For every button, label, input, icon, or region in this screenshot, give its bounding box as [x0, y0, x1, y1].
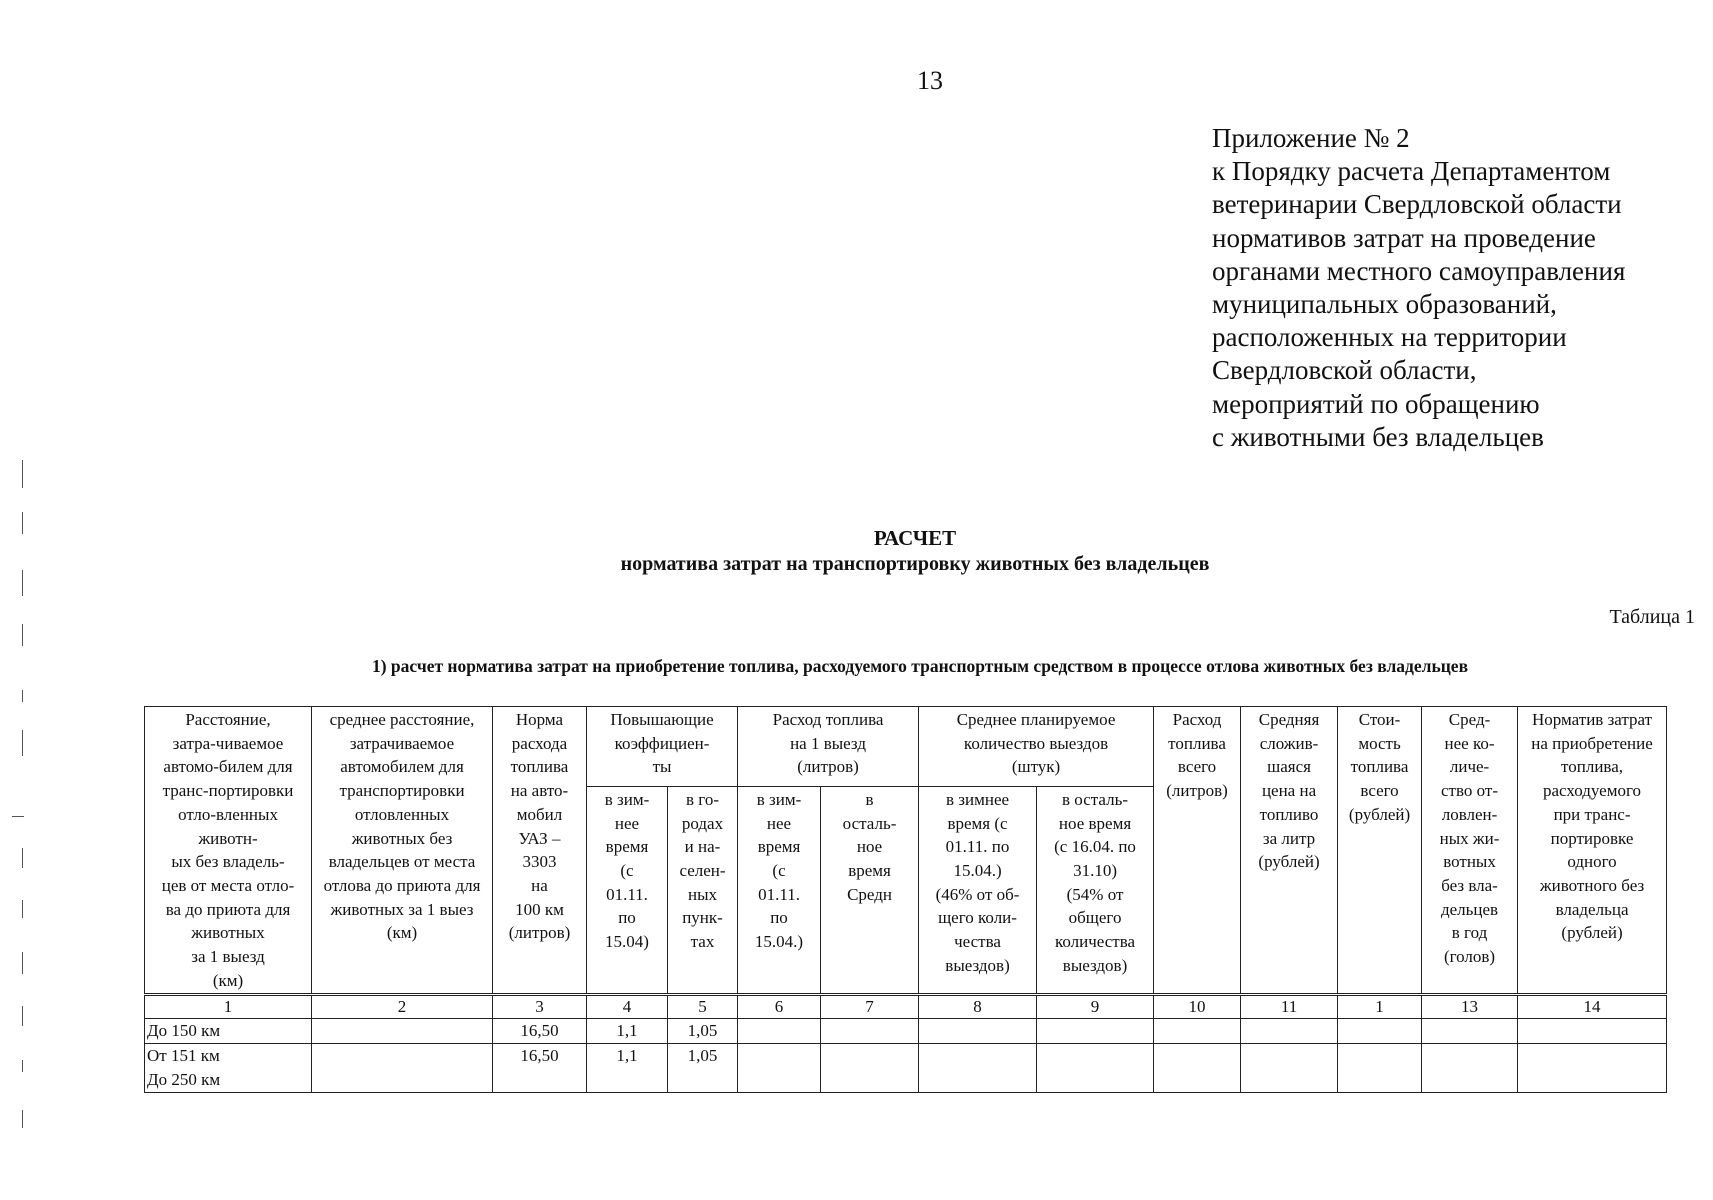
cell-line: ты	[652, 757, 672, 777]
cell-line: животн-	[198, 828, 258, 848]
appendix-line: к Порядку расчета Департаментом	[1212, 156, 1611, 187]
cell-line: ловлен-	[1441, 804, 1498, 824]
cell-line: родах	[681, 813, 724, 833]
empty-cell	[919, 1019, 1037, 1044]
cell-line: без вла-	[1441, 875, 1498, 895]
cell-line: (рублей)	[1561, 923, 1623, 943]
table-row	[145, 1044, 1667, 1093]
header-coefficients	[587, 707, 738, 787]
cell-line: (литров)	[1166, 781, 1228, 801]
cell-line: (штук)	[1011, 757, 1061, 777]
column-number: 9	[1037, 995, 1154, 1019]
appendix-line: расположенных на территории	[1212, 322, 1567, 353]
header-avg-count	[1422, 707, 1518, 995]
cell-line: время (с	[947, 813, 1008, 833]
empty-cell	[1241, 1019, 1338, 1044]
cell-line: затрачиваемое	[349, 733, 455, 753]
cell-line: (литров)	[508, 923, 571, 943]
cell-line: среднее расстояние,	[329, 710, 475, 729]
header-fuel-norm	[493, 707, 587, 995]
cell-line: коэффициен-	[614, 733, 710, 753]
cell-line: топлива	[1350, 757, 1409, 777]
cell-line: ство от-	[1441, 781, 1499, 801]
cell-line: транспортировки	[339, 781, 465, 801]
header-trips-winter	[919, 786, 1037, 995]
table-label: Таблица 1	[1609, 606, 1695, 628]
cell-line: (с 16.04. по	[1054, 837, 1136, 857]
cell-line: Средняя	[1258, 710, 1320, 729]
empty-cell	[1154, 1044, 1241, 1093]
table-row	[145, 1019, 1667, 1044]
cell-line: отлова до приюта для	[323, 875, 481, 895]
header-avg-distance	[312, 707, 493, 995]
cell-line: тах	[690, 932, 715, 952]
margin-mark	[22, 1006, 23, 1026]
cell-line: щего коли-	[938, 908, 1017, 928]
cell-line: личе-	[1449, 757, 1490, 777]
column-number: 3	[493, 995, 587, 1019]
cell-line: ное время	[1058, 813, 1132, 833]
margin-mark	[22, 570, 23, 596]
margin-mark	[22, 1060, 23, 1072]
cell-line: ное	[856, 837, 883, 857]
cell-line: (литров)	[797, 757, 859, 777]
cell-line: в год	[1451, 923, 1488, 943]
header-trips-other	[1037, 786, 1154, 995]
cell-line: автомо-билем для	[163, 757, 293, 777]
column-number: 7	[821, 995, 919, 1019]
appendix-line: органами местного самоуправления	[1212, 255, 1626, 286]
cell-line: количества	[1054, 932, 1136, 952]
cell-line: расходуемого	[1543, 781, 1642, 801]
cell-line: 100 км	[515, 899, 564, 919]
row-coef-winter: 1,1	[587, 1019, 668, 1044]
column-number: 6	[738, 995, 821, 1019]
header-fuel-cost	[1338, 707, 1422, 995]
cell-line: (46% от об-	[935, 884, 1020, 904]
cell-line: 31.10)	[1073, 860, 1117, 880]
header-distance	[145, 707, 312, 995]
cell-line: пунк-	[682, 908, 723, 928]
cell-line: (с	[620, 860, 634, 880]
cell-line: всего	[1177, 757, 1217, 777]
column-number: 14	[1518, 995, 1667, 1019]
margin-mark	[22, 690, 23, 702]
margin-mark	[22, 900, 23, 918]
cell-line: Расстояние,	[185, 710, 271, 729]
cell-line: 15.04)	[605, 932, 649, 952]
margin-mark	[22, 1110, 23, 1128]
cell-line: нее	[766, 813, 792, 833]
cell-line: владельца	[1555, 899, 1629, 919]
row-avg-distance	[312, 1044, 493, 1093]
row-distance	[145, 1044, 312, 1093]
header-fuel-winter	[738, 786, 821, 995]
empty-cell	[738, 1019, 821, 1044]
cell-line: расхода	[511, 733, 568, 753]
cell-line: чества	[954, 932, 1001, 952]
page-number: 13	[917, 66, 943, 95]
empty-cell	[1422, 1019, 1518, 1044]
binding-margin-marks	[18, 460, 28, 1180]
cell-line: Норма	[515, 710, 564, 729]
cell-line: топлива,	[1561, 757, 1624, 777]
column-number: 4	[587, 995, 668, 1019]
appendix-line: Свердловской области,	[1212, 355, 1477, 386]
cell-line: и на-	[684, 837, 721, 857]
row-fuel-norm: 16,50	[493, 1019, 587, 1044]
column-number: 8	[919, 995, 1037, 1019]
cell-line: на	[531, 875, 548, 895]
cell-line: мобил	[516, 804, 563, 824]
row-distance	[145, 1019, 312, 1044]
margin-mark	[22, 730, 23, 756]
header-fuel-other	[821, 786, 919, 995]
empty-cell	[821, 1044, 919, 1093]
cell-line: УАЗ –	[518, 828, 561, 848]
empty-cell	[1154, 1019, 1241, 1044]
margin-tick	[12, 816, 24, 817]
cell-line: одного	[1567, 852, 1617, 872]
appendix-line: нормативов затрат на проведение	[1212, 222, 1596, 253]
cell-line: Среднее планируемое	[956, 710, 1116, 729]
header-coef-winter	[587, 786, 668, 995]
cell-line: животных без	[351, 828, 453, 848]
column-number: 10	[1154, 995, 1241, 1019]
row-coef-cities: 1,05	[668, 1019, 738, 1044]
header-fuel-per-trip	[738, 707, 919, 787]
margin-mark	[22, 848, 23, 868]
cell-line: 01.11.	[606, 884, 648, 904]
empty-cell	[1518, 1019, 1667, 1044]
cell-line: (км)	[386, 923, 418, 943]
margin-mark	[22, 952, 23, 974]
cell-line: выездов)	[1062, 955, 1128, 975]
cell-line: шаяся	[1267, 757, 1311, 777]
appendix-line: муниципальных образований,	[1212, 289, 1557, 320]
column-number: 1	[1338, 995, 1422, 1019]
cell-line: До 150 км	[147, 1021, 221, 1041]
cell-line: (54% от	[1066, 884, 1124, 904]
cell-line: дельцев	[1440, 899, 1499, 919]
cell-line: (голов)	[1443, 947, 1496, 967]
cell-line: сложив-	[1259, 733, 1319, 753]
cell-line: Средн	[847, 884, 892, 904]
cell-line: 3303	[522, 852, 557, 872]
cell-line: за литр	[1262, 828, 1316, 848]
cell-line: (рублей)	[1258, 852, 1320, 872]
cell-line: на 1 выезд	[790, 733, 866, 753]
cell-line: (рублей)	[1348, 804, 1411, 824]
cell-line: в го-	[686, 789, 719, 809]
appendix-line: ветеринарии Свердловской области	[1212, 189, 1622, 220]
appendix-line: с животными без владельцев	[1212, 421, 1544, 452]
cell-line: портировке	[1550, 828, 1634, 848]
cell-line: в зимнее	[946, 789, 1010, 809]
header-coef-cities	[668, 786, 738, 995]
row-coef-cities: 1,05	[668, 1044, 738, 1093]
cell-line: селен-	[679, 860, 726, 880]
document-title: РАСЧЕТ	[873, 526, 957, 550]
cell-line: топливо	[1259, 804, 1319, 824]
cell-line: животных за 1 выез	[330, 899, 474, 919]
margin-mark	[22, 624, 23, 646]
cell-line: топлива	[510, 757, 569, 777]
column-number: 13	[1422, 995, 1518, 1019]
header-total-fuel	[1154, 707, 1241, 995]
fuel-calculation-table	[144, 706, 1667, 1093]
cell-line: в	[865, 789, 874, 809]
cell-line: на авто-	[510, 781, 569, 801]
cell-line: в зим-	[604, 789, 650, 809]
cell-line: выездов)	[945, 955, 1010, 975]
cell-line: 01.11. по	[945, 837, 1010, 857]
cell-line: цев от места отло-	[161, 875, 295, 895]
empty-cell	[821, 1019, 919, 1044]
cell-line: (км)	[212, 970, 244, 990]
empty-cell	[1037, 1044, 1154, 1093]
cell-line: животного без	[1539, 875, 1645, 895]
cell-line: вотных	[1443, 852, 1496, 872]
cell-line: отло-вленных	[178, 804, 278, 824]
cell-line: затра-чиваемое	[172, 733, 284, 753]
cell-line: время	[605, 837, 649, 857]
cell-line: До 250 км	[147, 1070, 221, 1090]
column-number: 2	[312, 995, 493, 1019]
header-row	[145, 707, 1667, 787]
cell-line: Повышающие	[610, 710, 714, 729]
cell-line: (с	[772, 860, 786, 880]
cell-line: мость	[1358, 733, 1401, 753]
column-number: 5	[668, 995, 738, 1019]
cell-line: время	[848, 860, 891, 880]
cell-line: осталь-	[842, 813, 897, 833]
appendix-line: мероприятий по обращению	[1212, 388, 1540, 419]
header-norm	[1518, 707, 1667, 995]
cell-line: ных жи-	[1439, 828, 1500, 848]
margin-mark	[22, 512, 23, 534]
cell-line: по	[618, 908, 636, 928]
column-number-row	[145, 995, 1667, 1019]
cell-line: владельцев от места	[328, 852, 476, 872]
cell-line: ва до приюта для	[165, 899, 291, 919]
empty-cell	[1338, 1044, 1422, 1093]
header-avg-trips	[919, 707, 1154, 787]
cell-line: Расход топлива	[772, 710, 884, 729]
cell-line: Расход	[1172, 710, 1222, 729]
section-caption: 1) расчет норматива затрат на приобретение топлива, расходуемого транспортным средством в процессе отлова животных без владельцев	[371, 656, 1469, 676]
cell-line: топлива	[1168, 733, 1226, 753]
empty-cell	[1338, 1019, 1422, 1044]
cell-line: всего	[1360, 781, 1399, 801]
appendix-line: Приложение № 2	[1212, 123, 1410, 153]
cell-line: на приобретение	[1531, 733, 1653, 753]
appendix-reference	[1212, 122, 1702, 454]
row-coef-winter: 1,1	[587, 1044, 668, 1093]
cell-line: в зим-	[756, 789, 802, 809]
cell-line: отловленных	[354, 804, 450, 824]
header-avg-price	[1241, 707, 1338, 995]
cell-line: количество выездов	[963, 733, 1109, 753]
cell-line: Сред-	[1448, 710, 1491, 729]
column-number: 1	[145, 995, 312, 1019]
cell-line: 15.04.)	[953, 860, 1002, 880]
cell-line: при транс-	[1553, 804, 1631, 824]
empty-cell	[919, 1044, 1037, 1093]
cell-line: 15.04.)	[754, 932, 804, 952]
empty-cell	[1518, 1044, 1667, 1093]
document-subtitle: норматива затрат на транспортировку животных без владельцев	[620, 553, 1210, 575]
margin-mark	[22, 460, 23, 488]
row-avg-distance	[312, 1019, 493, 1044]
empty-cell	[1422, 1044, 1518, 1093]
cell-line: транс-портировки	[162, 781, 294, 801]
empty-cell	[1037, 1019, 1154, 1044]
cell-line: в осталь-	[1062, 789, 1129, 809]
cell-line: ных	[687, 884, 718, 904]
empty-cell	[1241, 1044, 1338, 1093]
cell-line: нее	[614, 813, 640, 833]
cell-line: цена на	[1261, 781, 1317, 801]
cell-line: автомобилем для	[340, 757, 464, 777]
cell-line: 01.11.	[758, 884, 800, 904]
cell-line: От 151 км	[147, 1046, 220, 1066]
row-fuel-norm: 16,50	[493, 1044, 587, 1093]
cell-line: время	[757, 837, 801, 857]
cell-line: общего	[1068, 908, 1122, 928]
cell-line: ых без владель-	[171, 852, 285, 872]
cell-line: Стои-	[1358, 710, 1401, 729]
cell-line: животных	[191, 923, 265, 943]
column-number: 11	[1241, 995, 1338, 1019]
cell-line: нее ко-	[1444, 733, 1495, 753]
cell-line: по	[770, 908, 788, 928]
cell-line: за 1 выезд	[191, 947, 265, 967]
cell-line: Норматив затрат	[1532, 710, 1653, 729]
empty-cell	[738, 1044, 821, 1093]
